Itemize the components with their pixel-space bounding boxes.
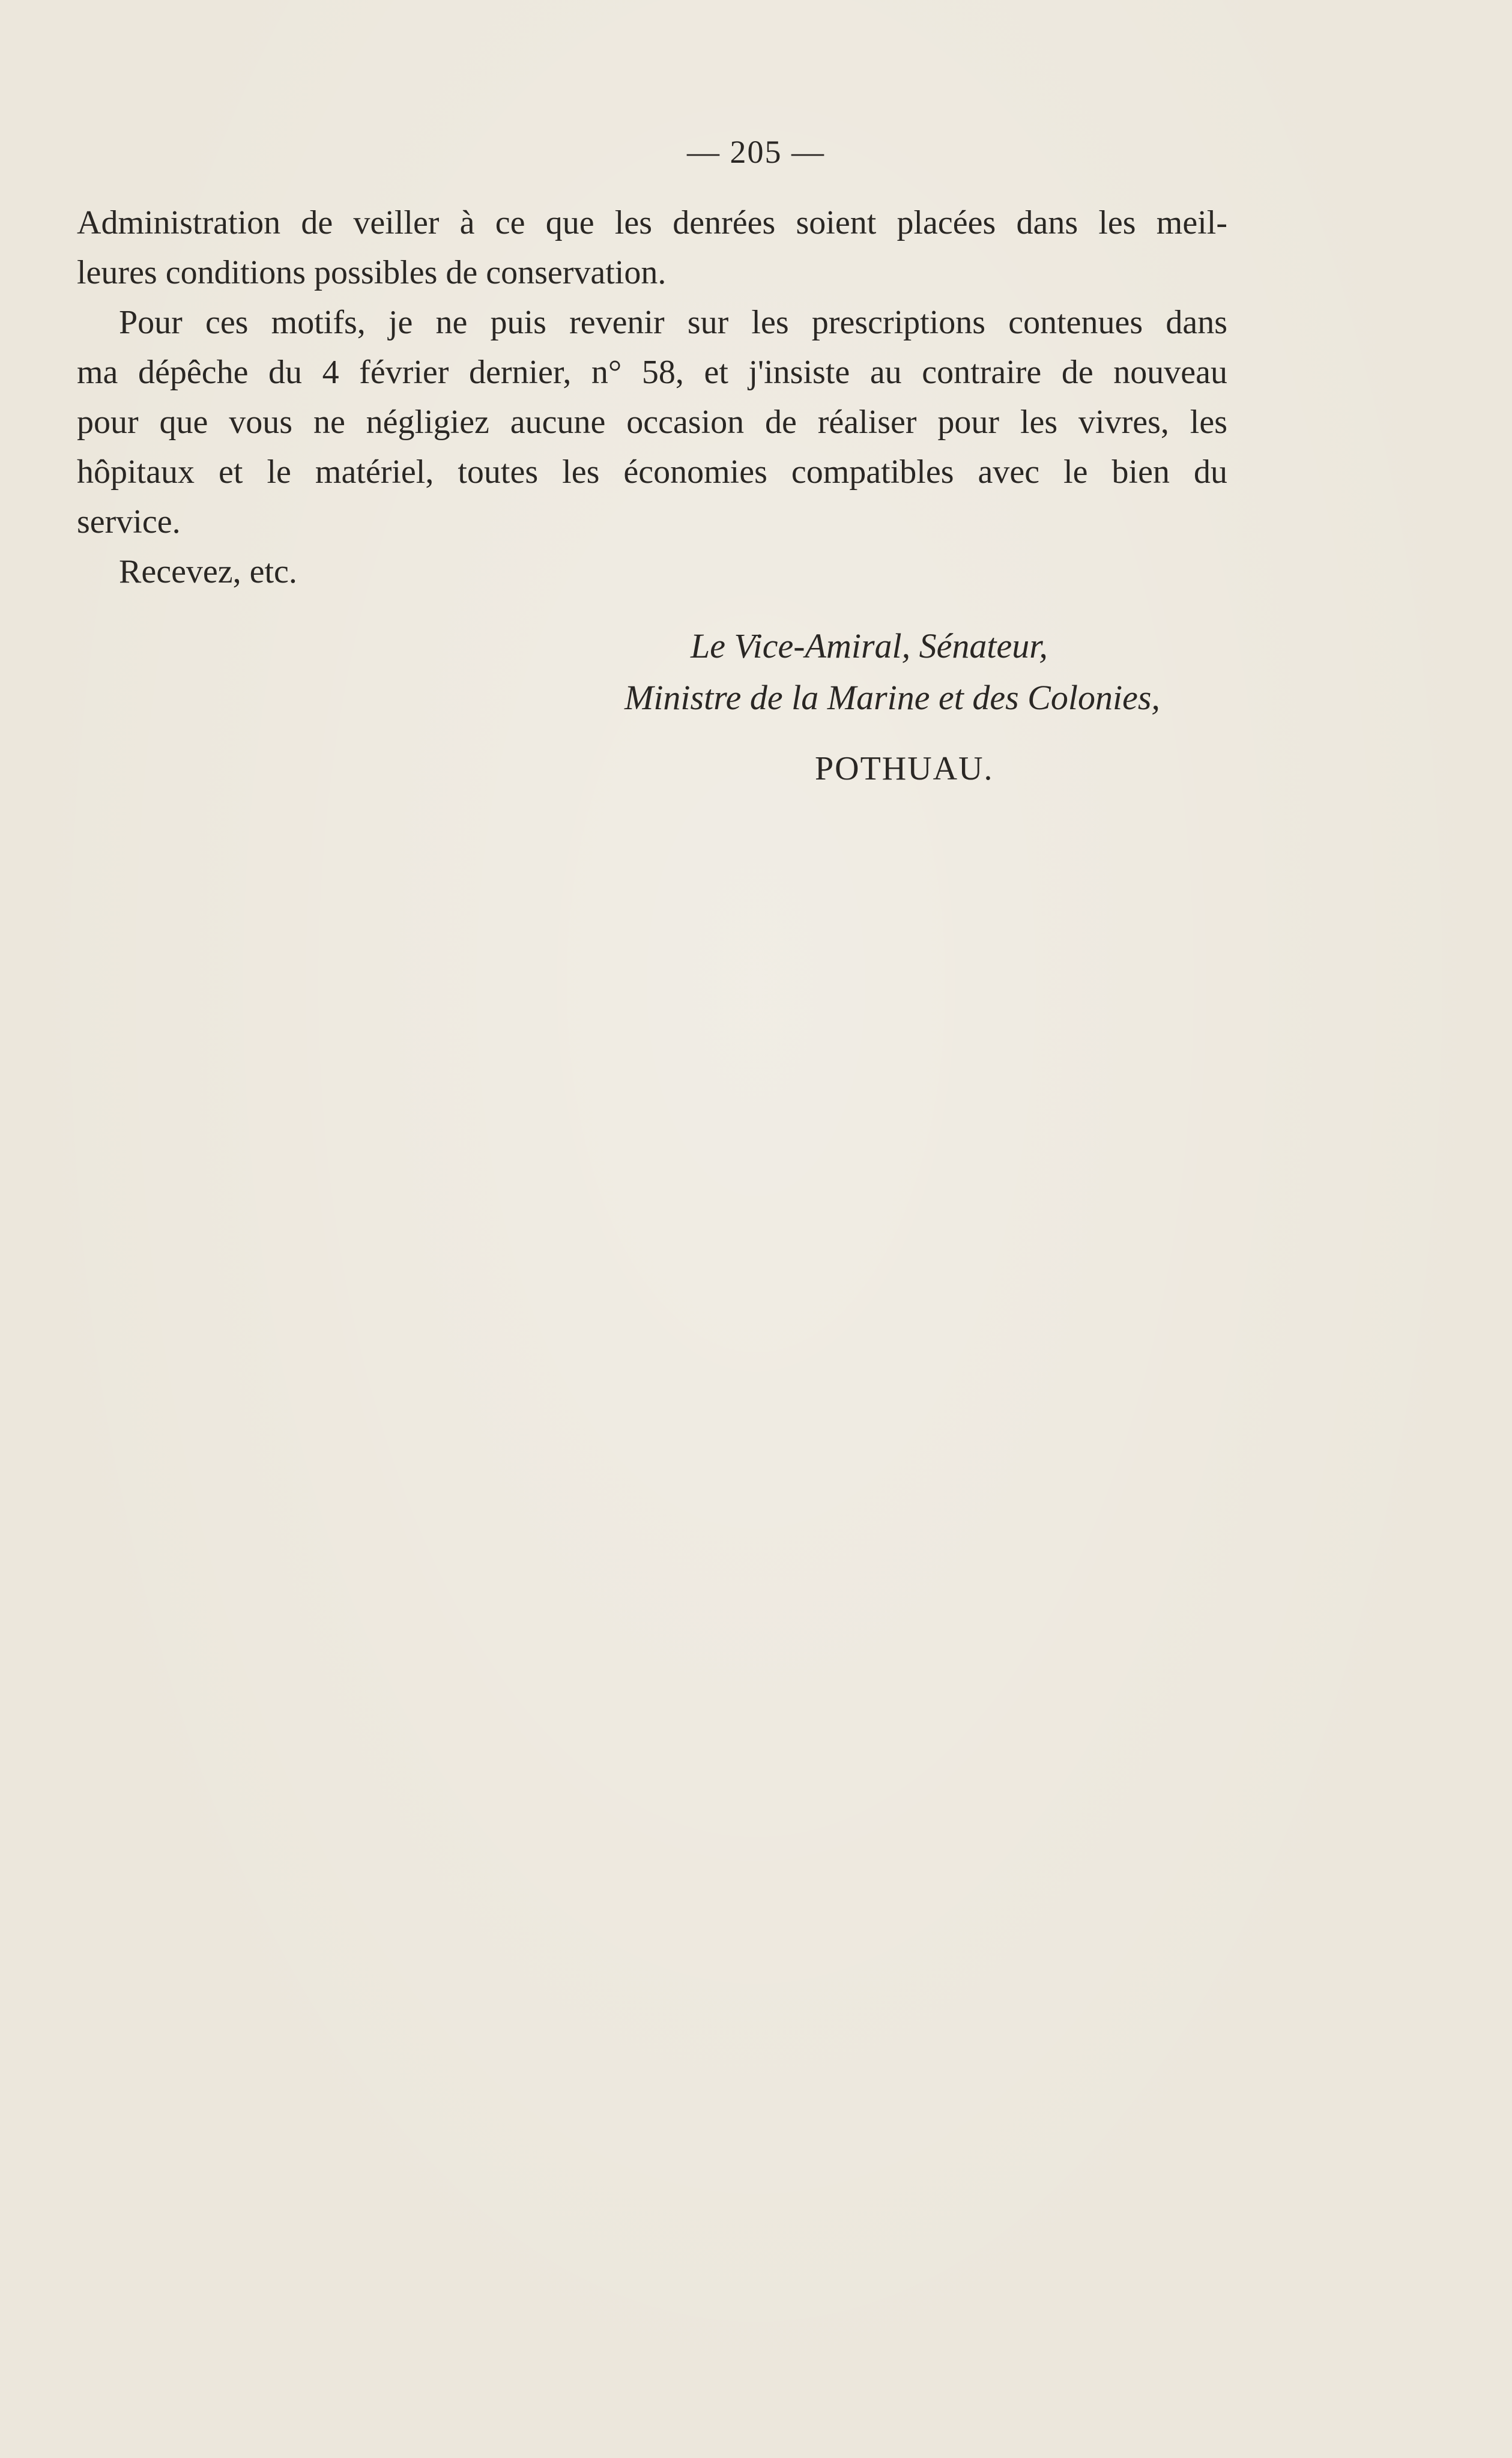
text-line: Pour ces motifs, je ne puis revenir sur les prescriptions contenues dans	[119, 304, 1227, 341]
body-text	[77, 198, 1227, 597]
signature-title-line-2: Ministre de la Marine et des Colonies,	[624, 678, 1160, 717]
closing-line: Recevez, etc.	[119, 553, 297, 590]
page-number: — 205 —	[687, 134, 825, 170]
text-line: Administration de veiller à ce que les denrées soient placées dans les meil-	[77, 204, 1227, 241]
signature-title-line-1: Le Vice-Amiral, Sénateur,	[691, 626, 1048, 665]
text-line: hôpitaux et le matériel, toutes les économies compatibles avec le bien du	[77, 453, 1227, 491]
text-line: ma dépêche du 4 février dernier, n° 58, et j'insiste au contraire de nouveau	[77, 354, 1227, 391]
signer-name: POTHUAU.	[815, 750, 994, 787]
text-line: leures conditions possibles de conservation.	[77, 254, 667, 291]
text-line: service.	[77, 503, 181, 540]
text-line: pour que vous ne négligiez aucune occasion de réaliser pour les vivres, les	[77, 404, 1227, 441]
